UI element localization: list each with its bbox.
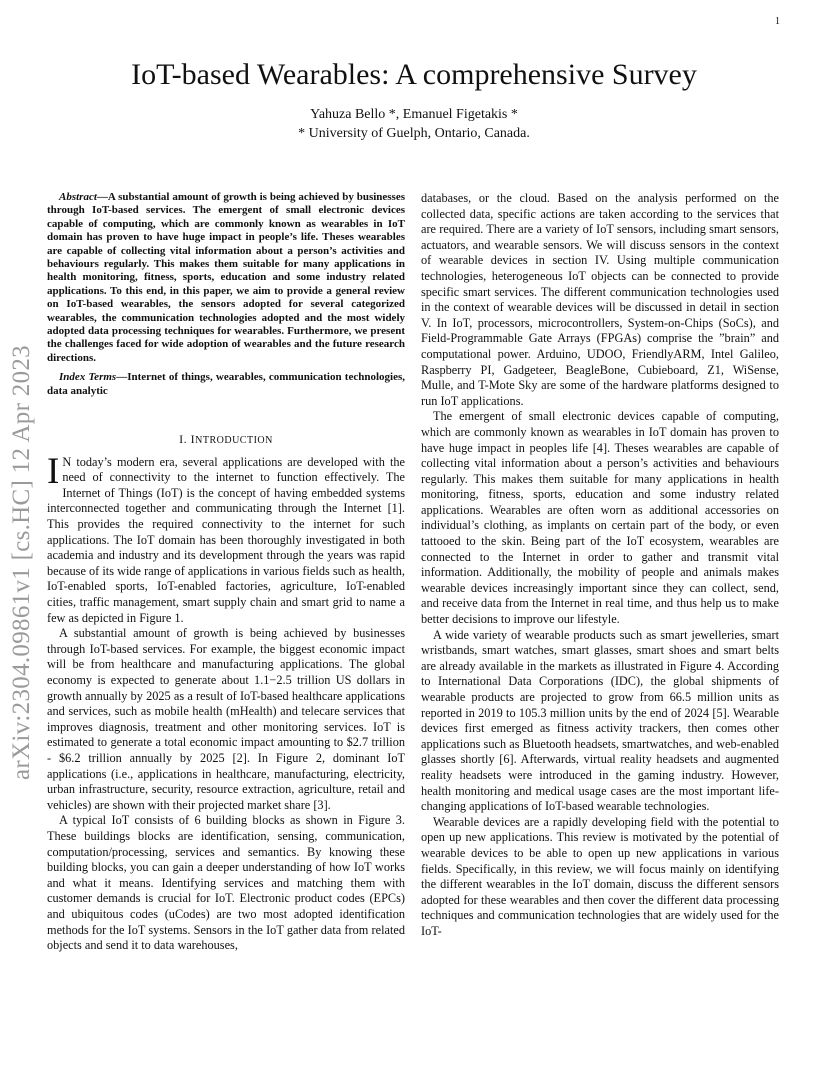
abstract bbox=[47, 191, 405, 365]
paper-title: IoT-based Wearables: A comprehensive Survey bbox=[131, 58, 697, 91]
intro-paragraph-3: A typical IoT consists of 6 building blocks as shown in Figure 3. These buildings blocks are identification, sensing, communication, computation/processing, services and semantics. By knowing these building blocks, you can gain a deeper understanding of how IoT works and what it means. Identifying services and matching them with customer demands is crucial for IoT. Electronic product codes (EPCs) and ubiquitous codes (uCodes) are two most adopted identification methods for the IoT systems. Sensors in the IoT gather data from related objects and send it to data warehouses, bbox=[47, 813, 405, 953]
abstract-lead: Abstract bbox=[59, 191, 97, 203]
right-paragraph-2: The emergent of small electronic devices capable of computing, which are commonly known as wearables in IoT domain has proven to have huge impact in peoples life [4]. Theses wearables are capable of collecting vital information about a person’s activities and behaviours regularly. This makes them suitable for many applications in health monitoring, fitness, sports, education and some industry related applications. Wearables are often worn as additional accessories on individual’s clothing, as implants on certain part of the body, or even tattooed to the skin. Being part of the IoT ecosystem, wearables are connected to the Internet in order to gather and transmit vital information. Additionally, the mobility of people and animals makes wearable devices increasingly important since they can collect, send, and receive data from the Internet in real time, and thus help us to make better decisions to improve our lifestyle. bbox=[421, 409, 779, 627]
abstract-text: —A substantial amount of growth is being achieved by businesses through IoT-based services. The emergent of small electronic devices capable of computing, which are commonly known as wearables in IoT domain has proven to have huge impact in people’s life. Theses wearables are capable of collecting vital information about a person’s activities and behaviours regularly. This makes them suitable for many applications in health monitoring, fitness, sports, education and some industry related applications. To this end, in this paper, we aim to provide a general review on IoT-based wearables, the sensors adopted for several categorized wearables, the communication technologies adopted and the most widely adopted data processing techniques for wearables. Furthermore, we present the challenges faced for wide adoption of wearables and the future research directions. bbox=[47, 191, 405, 364]
authors: Yahuza Bello *, Emanuel Figetakis * bbox=[310, 107, 518, 122]
arxiv-stamp: arXiv:2304.09861v1 [cs.HC] 12 Apr 2023 bbox=[8, 345, 35, 780]
index-terms bbox=[47, 371, 405, 398]
drop-cap: I bbox=[47, 450, 60, 492]
section-heading-introduction: I. INTRODUCTION bbox=[179, 432, 273, 447]
page-number: 1 bbox=[775, 16, 780, 27]
index-terms-lead: Index Terms bbox=[59, 371, 117, 384]
index-terms-text: —Internet of things, wearables, communication technologies, data analytic bbox=[47, 371, 405, 397]
left-column bbox=[47, 191, 405, 954]
right-paragraph-1: databases, or the cloud. Based on the analysis performed on the collected data, specific actions are taken according to the services that are required. There are a variety of IoT sensors, including smart sensors, actuators, and wearable sensors. We will discuss sensors in the context of wearable devices in section IV. Using multiple communication technologies, heterogeneous IoT objects can be connected to provide specific smart services. The different communication technologies used in the context of wearable devices will be discussed in detail in section V. In IoT, processors, microcontrollers, System-on-Chips (SoCs), and Field-Programmable Gate Arrays (FPGAs) comprise the ”brain” and computational power. Arduino, UDOO, FriendlyARM, Intel Galileo, Raspberry PI, Gadgeteer, BeagleBone, Cubieboard, Z1, WiSense, Mulle, and T-Mote Sky are some of the hardware platforms designed to run IoT applications. bbox=[421, 191, 779, 408]
intro-paragraph-2: A substantial amount of growth is being achieved by businesses through IoT-based services. For example, the biggest economic impact will be from healthcare and manufacturing applications. The global economy is expected to generate about 1.1−2.5 trillion US dollars in growth annually by 2025 as a result of IoT-based healthcare applications and services, such as mobile health (mHealth) and telecare services that improves diagnosis, treatment and other monitoring services. IoT is estimated to generate a total economic impact amounting to $2.7 trillion - $6.2 trillion annually by 2025 [2]. In Figure 2, dominant IoT applications (i.e., applications in healthcare, manufacturing, electricity, urban infrastructure, security, resource extraction, agriculture, retail and vehicles) are shown with their projected market share [3]. bbox=[47, 626, 405, 812]
intro-paragraph-1: I N today’s modern era, several applications are developed with the need of connectivity to the internet to function effectively. The Internet of Things (IoT) is the concept of having embedded systems interconnected together and communicating through the Internet [1]. This provides the required connectivity to the internet for such applications. The IoT domain has been thoroughly investigated in both academia and industry and its development through the years was rapid because of its wide range of applications in various fields such as health, IoT-enabled sports, IoT-enabled factories, agriculture, IoT-enabled cities, traffic management, smart supply chain and smart grid to name a few as depicted in Figure 1. bbox=[47, 450, 405, 625]
right-paragraph-4: Wearable devices are a rapidly developing field with the potential to open up new applications. This review is motivated by the potential of wearable devices to be able to open up new applications in various fields. Specifically, in this review, we will focus mainly on identifying the different wearables in the IoT domain, discuss the different sensors adopted for these wearables and then cover the different data processing techniques and communication technologies that are widely used for the IoT- bbox=[421, 814, 779, 938]
affiliation: * University of Guelph, Ontario, Canada. bbox=[298, 126, 530, 141]
right-column bbox=[421, 191, 779, 940]
right-paragraph-3: A wide variety of wearable products such as smart jewelleries, smart wristbands, smart watches, smart glasses, smart shoes and smart belts are already available in the markets as illustrated in Figure 4. According to International Data Corporations (IDC), the global shipments of wearable products are projected to grow from 66.5 million units as reported in 2019 to 105.3 million units by the end of 2024 [5]. Wearable devices first emerged as fitness activity trackers, then comes other applications such as Bluetooth headsets, smartwatches, and web-enabled glasses shortly [6]. Afterwards, virtual reality headsets and augmented reality headsets were introduced in the gaming industry. However, health monitoring and medical usage cases are the most important life-changing applications of IoT-based wearable technologies. bbox=[421, 627, 779, 814]
